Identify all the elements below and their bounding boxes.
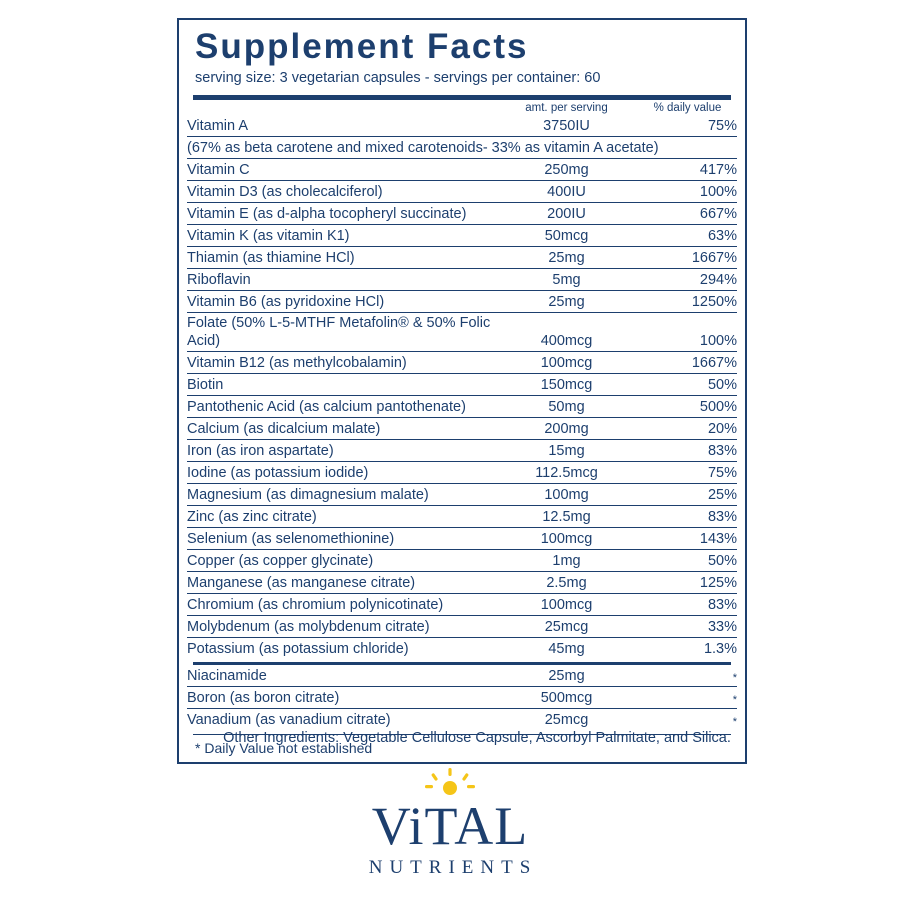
nutrient-daily-value: 25% (638, 484, 737, 506)
nutrient-amount: 25mcg (495, 709, 638, 731)
nutrient-amount: 25mg (495, 247, 638, 269)
table-row (187, 374, 737, 396)
supplement-facts-panel (177, 18, 747, 764)
nutrient-name: Chromium (as chromium polynicotinate) (187, 594, 495, 616)
nutrient-daily-value: 75% (707, 118, 737, 135)
nutrient-name: Iodine (as potassium iodide) (187, 462, 495, 484)
nutrient-daily-value: 125% (638, 572, 737, 594)
nutrient-amount: 25mg (495, 291, 638, 313)
nutrient-amount: 50mg (495, 396, 638, 418)
table-row-note (187, 137, 737, 159)
nutrient-daily-value: 417% (638, 159, 737, 181)
nutrient-amount: 45mg (495, 638, 638, 660)
table-row (187, 550, 737, 572)
nutrient-daily-value: * (732, 671, 737, 684)
column-header-amount: amt. per serving (525, 102, 608, 115)
table-row (187, 665, 737, 687)
nutrient-amount: 25mg (548, 668, 585, 685)
nutrient-daily-value: 100% (638, 181, 737, 203)
table-row (187, 181, 737, 203)
table-body-main (187, 115, 737, 659)
table-row (187, 269, 737, 291)
table-row (187, 115, 737, 137)
nutrient-daily-value: 75% (638, 462, 737, 484)
nutrient-amount: 200IU (495, 203, 638, 225)
nutrient-daily-value: 143% (638, 528, 737, 550)
nutrient-name: Magnesium (as dimagnesium malate) (187, 484, 495, 506)
nutrient-daily-value: 1667% (638, 352, 737, 374)
nutrient-daily-value: 83% (638, 440, 737, 462)
table-row (187, 709, 737, 731)
table-row (187, 396, 737, 418)
nutrient-name: Vitamin E (as d-alpha tocopheryl succinate) (187, 203, 495, 225)
table-row (187, 484, 737, 506)
nutrient-amount: 100mcg (495, 528, 638, 550)
supplement-facts-table (187, 100, 737, 659)
table-row (187, 418, 737, 440)
nutrient-amount: 112.5mcg (495, 462, 638, 484)
nutrient-note: (67% as beta carotene and mixed carotenoids- 33% as vitamin A acetate) (187, 137, 737, 159)
other-ingredients-line: Other Ingredients: Vegetable Cellulose Capsule, Ascorbyl Palmitate, and Silica. (223, 730, 731, 746)
nutrient-name: Calcium (as dicalcium malate) (187, 418, 495, 440)
nutrient-amount: 3750IU (543, 118, 590, 135)
table-row (187, 687, 737, 709)
nutrient-daily-value: 50% (638, 374, 737, 396)
nutrient-name: Vanadium (as vanadium citrate) (187, 709, 495, 731)
nutrient-amount: 400IU (495, 181, 638, 203)
nutrient-name: Iron (as iron aspartate) (187, 440, 495, 462)
nutrient-amount: 400mcg (495, 313, 638, 352)
table-row (187, 313, 737, 352)
nutrient-name: Biotin (187, 374, 495, 396)
nutrient-daily-value: 294% (638, 269, 737, 291)
nutrient-name: Vitamin A (187, 118, 248, 135)
nutrient-amount: 500mcg (495, 687, 638, 709)
table-row (187, 528, 737, 550)
nutrient-daily-value: * (638, 687, 737, 709)
nutrient-name: Selenium (as selenomethionine) (187, 528, 495, 550)
nutrient-daily-value: 83% (638, 506, 737, 528)
table-row (187, 572, 737, 594)
nutrient-amount: 50mcg (495, 225, 638, 247)
supplement-facts-table-starred (187, 665, 737, 730)
nutrient-amount: 5mg (495, 269, 638, 291)
nutrient-amount: 250mg (495, 159, 638, 181)
nutrient-name: Thiamin (as thiamine HCl) (187, 247, 495, 269)
table-row (187, 638, 737, 660)
table-row (187, 440, 737, 462)
nutrient-amount: 200mg (495, 418, 638, 440)
column-header-name (187, 100, 495, 115)
table-row (187, 247, 737, 269)
table-row (187, 616, 737, 638)
nutrient-amount: 2.5mg (495, 572, 638, 594)
nutrient-daily-value: 1250% (638, 291, 737, 313)
nutrient-daily-value: 100% (638, 313, 737, 352)
table-row (187, 352, 737, 374)
nutrient-name: Niacinamide (187, 668, 267, 685)
nutrient-name: Vitamin B6 (as pyridoxine HCl) (187, 291, 495, 313)
nutrient-amount: 12.5mg (495, 506, 638, 528)
nutrient-daily-value: 667% (638, 203, 737, 225)
nutrient-name: Vitamin D3 (as cholecalciferol) (187, 181, 495, 203)
logo-subtitle: NUTRIENTS (368, 856, 538, 878)
nutrient-name: Vitamin C (187, 159, 495, 181)
nutrient-daily-value: 1667% (638, 247, 737, 269)
logo-wordmark: ViTAL (371, 796, 529, 856)
nutrient-daily-value: 20% (638, 418, 737, 440)
nutrient-name: Zinc (as zinc citrate) (187, 506, 495, 528)
table-row (187, 291, 737, 313)
nutrient-amount: 1mg (495, 550, 638, 572)
nutrient-daily-value: 1.3% (638, 638, 737, 660)
nutrient-daily-value: 83% (638, 594, 737, 616)
nutrient-name: Folate (50% L-5-MTHF Metafolin® & 50% Folic Acid) (187, 313, 495, 352)
brand-logo (0, 768, 900, 879)
nutrient-amount: 100mg (495, 484, 638, 506)
nutrient-daily-value: 500% (638, 396, 737, 418)
nutrient-daily-value: 50% (638, 550, 737, 572)
nutrient-name: Manganese (as manganese citrate) (187, 572, 495, 594)
nutrient-name: Molybdenum (as molybdenum citrate) (187, 616, 495, 638)
nutrient-daily-value: 63% (638, 225, 737, 247)
table-row (187, 225, 737, 247)
nutrient-name: Pantothenic Acid (as calcium pantothenate) (187, 396, 495, 418)
nutrient-amount: 100mcg (495, 352, 638, 374)
table-body-starred (187, 665, 737, 730)
daily-value-footnote: * Daily Value not established (195, 740, 373, 757)
sun-icon (0, 768, 900, 802)
serving-size-line: serving size: 3 vegetarian capsules - servings per container: 60 (195, 69, 601, 86)
nutrient-name: Potassium (as potassium chloride) (187, 638, 495, 660)
table-row (187, 159, 737, 181)
nutrient-daily-value: * (638, 709, 737, 731)
nutrient-amount: 150mcg (495, 374, 638, 396)
table-row (187, 506, 737, 528)
nutrient-name: Copper (as copper glycinate) (187, 550, 495, 572)
table-row (187, 594, 737, 616)
nutrient-amount: 25mcg (495, 616, 638, 638)
table-row (187, 462, 737, 484)
table-row (187, 203, 737, 225)
nutrient-amount: 15mg (495, 440, 638, 462)
page-title: Supplement Facts (195, 27, 529, 66)
table-header (187, 100, 737, 115)
column-header-daily-value: % daily value (653, 102, 722, 115)
nutrient-daily-value: 33% (638, 616, 737, 638)
nutrient-amount: 100mcg (495, 594, 638, 616)
nutrient-name: Boron (as boron citrate) (187, 687, 495, 709)
nutrient-name: Riboflavin (187, 269, 495, 291)
nutrient-name: Vitamin K (as vitamin K1) (187, 225, 495, 247)
nutrient-name: Vitamin B12 (as methylcobalamin) (187, 352, 495, 374)
